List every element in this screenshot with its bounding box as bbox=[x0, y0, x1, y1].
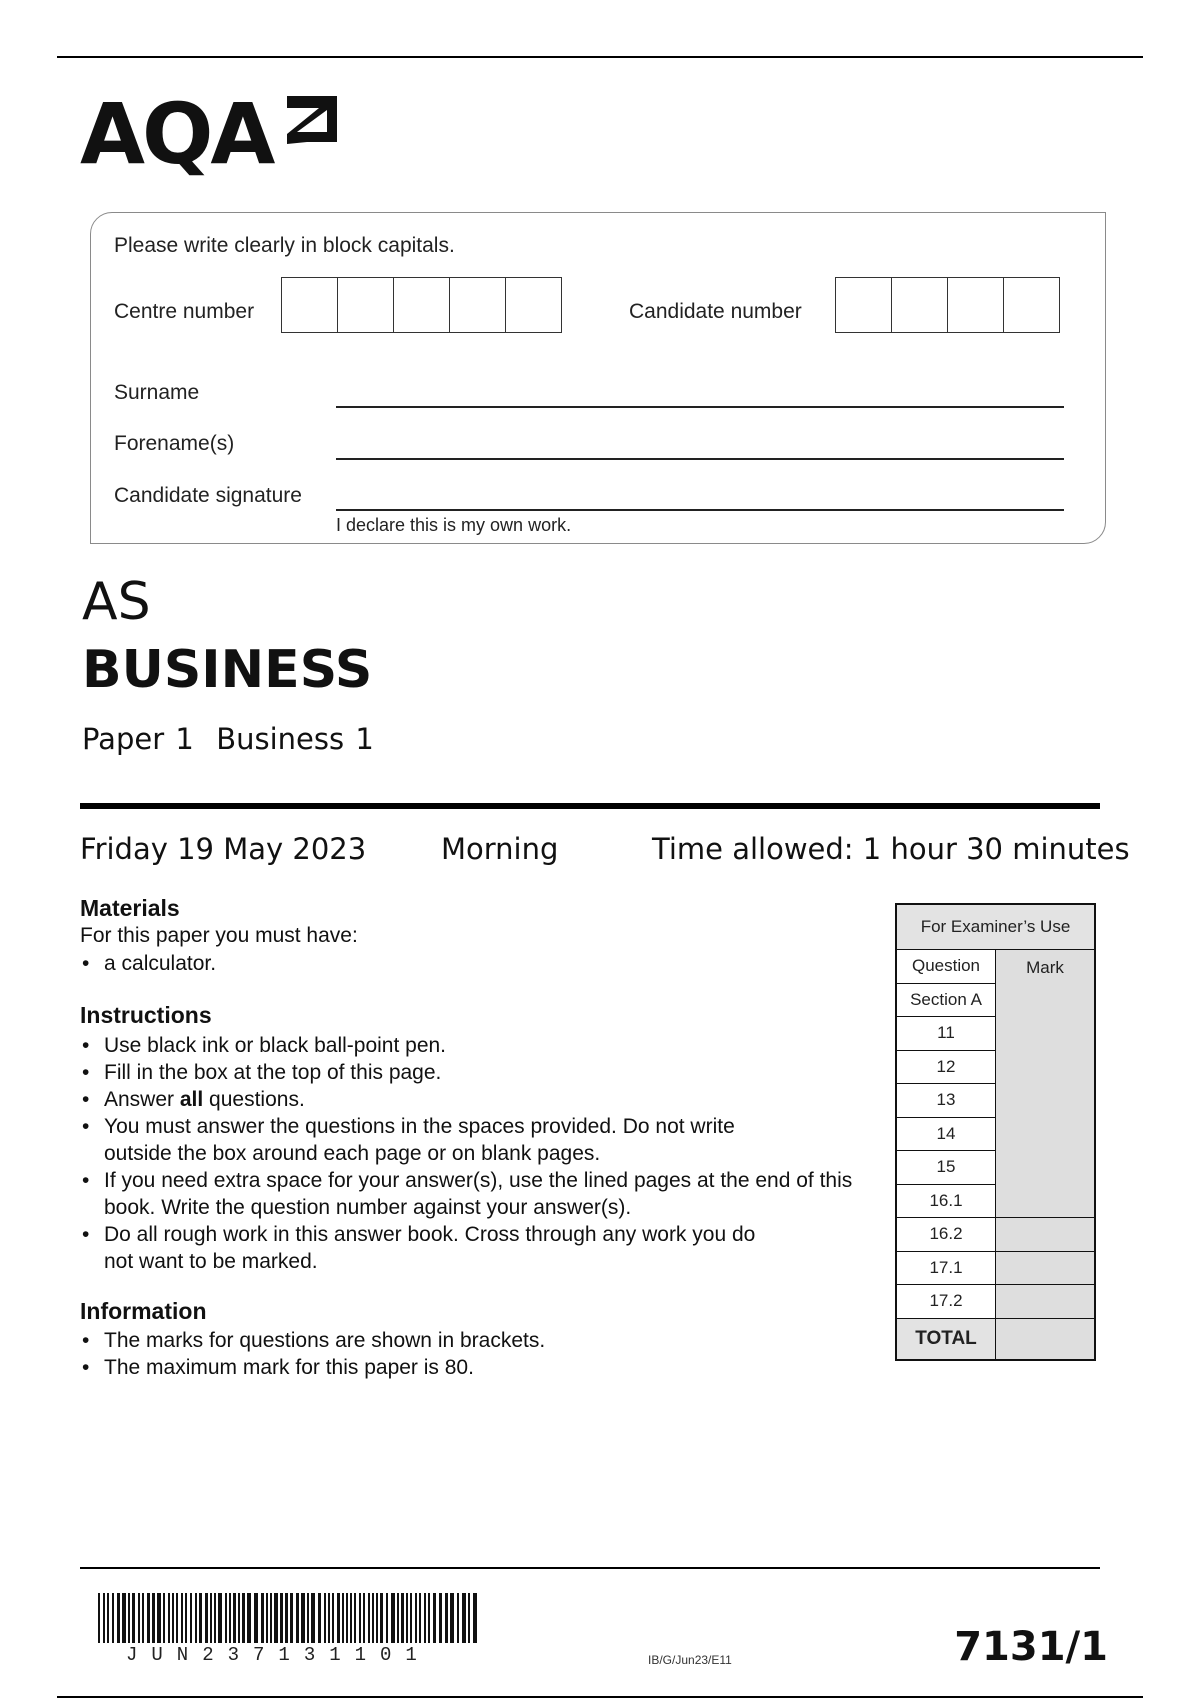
total-label: TOTAL bbox=[896, 1318, 996, 1360]
candidate-number-boxes[interactable] bbox=[835, 277, 1060, 333]
list-item: • Use black ink or black ball-point pen. bbox=[80, 1032, 870, 1059]
footer-rule bbox=[80, 1567, 1100, 1569]
list-item: • a calculator. bbox=[80, 950, 870, 977]
block-capitals-instruction: Please write clearly in block capitals. bbox=[114, 234, 455, 257]
list-item: • You must answer the questions in the spaces provided. Do not write outside the box around each page or on blank pages. bbox=[80, 1113, 784, 1167]
question-cell: Section A bbox=[896, 983, 996, 1017]
surname-field[interactable] bbox=[336, 406, 1064, 408]
question-cell: 16.1 bbox=[896, 1184, 996, 1218]
barcode-text: JUN237131101 bbox=[126, 1644, 431, 1666]
question-cell: 14 bbox=[896, 1117, 996, 1151]
paper-title: Paper 1 Business 1 bbox=[82, 722, 374, 756]
signature-field[interactable] bbox=[336, 509, 1064, 511]
document-reference: IB/G/Jun23/E11 bbox=[648, 1653, 732, 1667]
mark-column-header: Mark bbox=[996, 950, 1096, 1218]
list-item: • The maximum mark for this paper is 80. bbox=[80, 1354, 870, 1381]
centre-number-boxes[interactable] bbox=[281, 277, 562, 333]
candidate-digit-box[interactable] bbox=[948, 277, 1004, 333]
candidate-digit-box[interactable] bbox=[836, 277, 892, 333]
paper-code: 7131/1 bbox=[954, 1624, 1108, 1670]
aqa-logo: AQA bbox=[80, 85, 273, 183]
question-cell: 12 bbox=[896, 1050, 996, 1084]
declaration-text: I declare this is my own work. bbox=[336, 515, 572, 535]
list-item: • Fill in the box at the top of this page. bbox=[80, 1059, 870, 1086]
question-cell: 13 bbox=[896, 1084, 996, 1118]
centre-digit-box[interactable] bbox=[282, 277, 338, 333]
centre-digit-box[interactable] bbox=[450, 277, 506, 333]
list-item: • If you need extra space for your answer(s), use the lined pages at the end of this book. Write the question number against your answer(s). bbox=[80, 1167, 870, 1221]
forenames-field[interactable] bbox=[336, 458, 1064, 460]
centre-digit-box[interactable] bbox=[506, 277, 562, 333]
aqa-logo-mark-icon bbox=[283, 92, 341, 150]
barcode-icon bbox=[98, 1593, 482, 1643]
information-heading: Information bbox=[80, 1298, 207, 1324]
question-cell: 15 bbox=[896, 1151, 996, 1185]
surname-label: Surname bbox=[114, 381, 200, 404]
instructions-list bbox=[80, 1032, 870, 1275]
centre-number-label: Centre number bbox=[114, 300, 255, 323]
question-cell: 16.2 bbox=[896, 1218, 996, 1252]
question-cell: 17.2 bbox=[896, 1285, 996, 1319]
question-cell: 17.1 bbox=[896, 1251, 996, 1285]
top-rule bbox=[57, 56, 1143, 58]
instructions-heading: Instructions bbox=[80, 1002, 212, 1028]
candidate-digit-box[interactable] bbox=[1004, 277, 1060, 333]
list-item: • Answer all questions. bbox=[80, 1086, 870, 1113]
mark-cell bbox=[996, 1285, 1096, 1319]
centre-digit-box[interactable] bbox=[394, 277, 450, 333]
total-mark-cell bbox=[996, 1318, 1096, 1360]
information-list bbox=[80, 1327, 870, 1381]
examiners-use-table bbox=[895, 903, 1096, 1361]
candidate-digit-box[interactable] bbox=[892, 277, 948, 333]
materials-heading: Materials bbox=[80, 895, 180, 921]
materials-list bbox=[80, 950, 870, 977]
qualification-level: AS bbox=[82, 572, 151, 632]
exam-session: Morning bbox=[441, 832, 559, 866]
candidate-number-label: Candidate number bbox=[629, 300, 802, 323]
examiners-use-title: For Examiner’s Use bbox=[896, 904, 1095, 950]
title-divider bbox=[80, 803, 1100, 809]
time-allowed: Time allowed: 1 hour 30 minutes bbox=[652, 832, 1130, 866]
centre-digit-box[interactable] bbox=[338, 277, 394, 333]
question-cell: 11 bbox=[896, 1017, 996, 1051]
list-item: • Do all rough work in this answer book. Cross through any work you do not want to be marked. bbox=[80, 1221, 764, 1275]
exam-date: Friday 19 May 2023 bbox=[80, 832, 367, 866]
mark-cell bbox=[996, 1218, 1096, 1252]
mark-cell bbox=[996, 1251, 1096, 1285]
signature-label: Candidate signature bbox=[114, 484, 302, 507]
bottom-rule bbox=[57, 1696, 1143, 1698]
question-column-header: Question bbox=[896, 950, 996, 984]
subject-title: BUSINESS bbox=[82, 640, 373, 700]
list-item: • The marks for questions are shown in brackets. bbox=[80, 1327, 870, 1354]
materials-intro: For this paper you must have: bbox=[80, 924, 358, 947]
forenames-label: Forename(s) bbox=[114, 432, 235, 455]
